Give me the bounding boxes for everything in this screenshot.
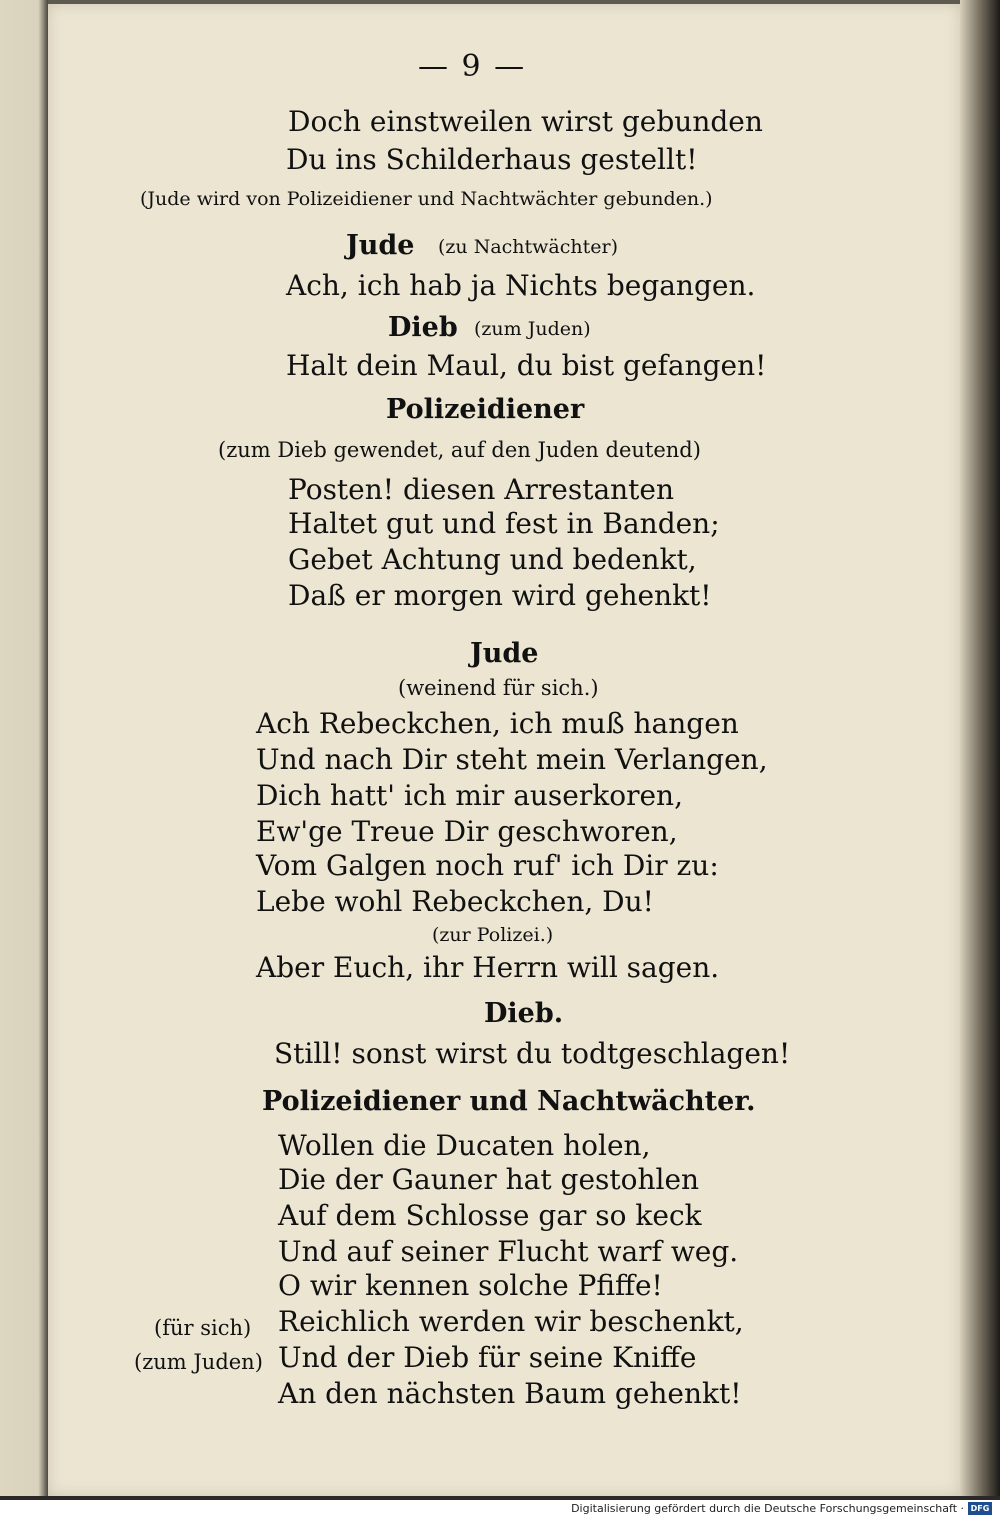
verse-line: Haltet gut und fest in Banden; <box>288 507 720 540</box>
verse-line: Vom Galgen noch ruf' ich Dir zu: <box>256 849 719 882</box>
speaker-name: Polizeidiener und Nachtwächter. <box>262 1086 756 1117</box>
verse-line: Dich hatt' ich mir auserkoren, <box>256 779 683 812</box>
stage-direction: (zum Juden) <box>474 318 591 340</box>
footer-bar <box>0 1500 1000 1518</box>
stage-direction: (Jude wird von Polizeidiener und Nachtwächter gebunden.) <box>140 188 713 210</box>
verse-line: Aber Euch, ihr Herrn will sagen. <box>256 951 720 984</box>
speaker-name: Polizeidiener <box>386 394 585 425</box>
verse-line: Und der Dieb für seine Kniffe <box>278 1341 697 1374</box>
verse-line: Halt dein Maul, du bist gefangen! <box>286 349 767 382</box>
verse-line: Reichlich werden wir beschenkt, <box>278 1305 744 1338</box>
verse-line: Wollen die Ducaten holen, <box>278 1129 651 1162</box>
verse-line: Und nach Dir steht mein Verlangen, <box>256 743 768 776</box>
verse-line: Die der Gauner hat gestohlen <box>278 1163 700 1196</box>
verse-line: Ew'ge Treue Dir geschworen, <box>256 815 678 848</box>
stage-direction: (weinend für sich.) <box>398 676 599 700</box>
speaker-name: Dieb. <box>484 998 564 1029</box>
stage-direction: (zur Polizei.) <box>432 924 554 946</box>
verse-line: Lebe wohl Rebeckchen, Du! <box>256 885 654 918</box>
stage-direction: (zum Dieb gewendet, auf den Juden deutend) <box>218 438 701 462</box>
verse-line: Posten! diesen Arrestanten <box>288 473 675 506</box>
verse-line: Daß er morgen wird gehenkt! <box>288 579 712 612</box>
stage-direction: (für sich) <box>154 1316 252 1340</box>
verse-line: Doch einstweilen wirst gebunden <box>288 105 763 138</box>
speaker-name: Dieb <box>388 312 458 343</box>
dfg-logo-icon: DFG <box>968 1502 992 1515</box>
verse-line: Ach, ich hab ja Nichts begangen. <box>286 269 756 302</box>
page-number: — 9 — <box>418 49 527 84</box>
speaker-name: Jude <box>470 638 539 669</box>
verse-line: Ach Rebeckchen, ich muß hangen <box>256 707 739 740</box>
speaker-name: Jude <box>346 230 415 261</box>
verse-line: Auf dem Schlosse gar so keck <box>278 1199 702 1232</box>
verse-line: Und auf seiner Flucht warf weg. <box>278 1235 739 1268</box>
book-spine-shadow <box>0 0 48 1500</box>
stage-direction: (zum Juden) <box>134 1350 263 1374</box>
verse-line: O wir kennen solche Pfiffe! <box>278 1269 663 1302</box>
verse-line: An den nächsten Baum gehenkt! <box>278 1377 742 1410</box>
stage-direction: (zu Nachtwächter) <box>438 236 619 258</box>
page-edge-shadow <box>960 0 1000 1500</box>
funding-notice: Digitalisierung gefördert durch die Deutsche Forschungsgemeinschaft · <box>571 1502 964 1515</box>
verse-line: Still! sonst wirst du todtgeschlagen! <box>274 1037 791 1070</box>
verse-line: Du ins Schilderhaus gestellt! <box>286 143 698 176</box>
verse-line: Gebet Achtung und bedenkt, <box>288 543 697 576</box>
